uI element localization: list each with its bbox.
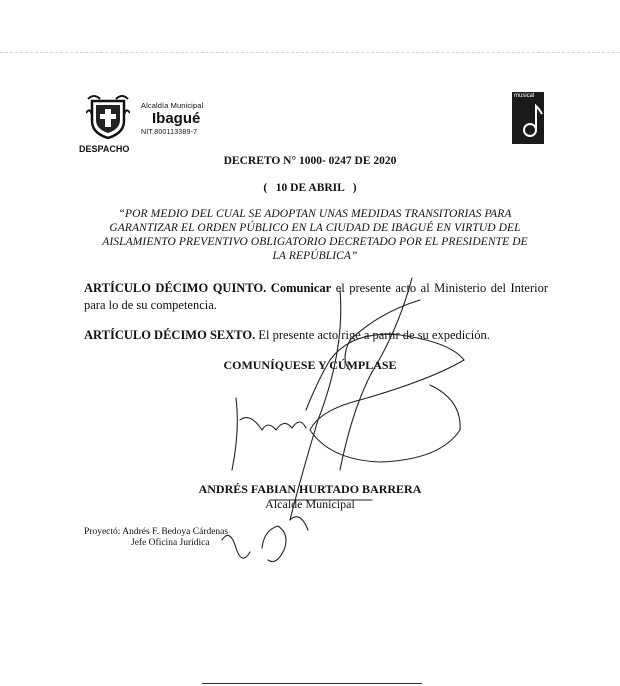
article-keyword: Comunicar [270, 281, 332, 295]
coat-of-arms-icon [86, 93, 130, 139]
top-divider [0, 52, 620, 53]
signatory-name: ANDRÉS FABIAN HURTADO BARRERA [198, 482, 422, 496]
decree-number: DECRETO N° 1000- 0247 DE 2020 [223, 155, 397, 167]
nit-number: NIT.800113389-7 [141, 129, 198, 136]
office-label: DESPACHO [79, 144, 130, 154]
city-name: Ibagué [152, 110, 201, 127]
article-heading: ARTÍCULO DÉCIMO SEXTO. [84, 328, 256, 342]
article-text: el presente acto al Ministerio del Interior para lo de su competencia. [84, 281, 549, 312]
music-note-icon [512, 92, 544, 144]
article-heading: ARTÍCULO DÉCIMO QUINTO. [84, 281, 267, 295]
article-text: El presente acto rige a partir de su expedición. [255, 328, 490, 342]
article-sixteenth [84, 327, 548, 344]
project-author: Proyectó: Andrés F. Bedoya Cárdenas [84, 527, 229, 537]
signatory-role: Alcalde Municipal [265, 497, 355, 511]
project-author-role: Jefe Oficina Jurídica [131, 538, 210, 548]
org-name: Alcaldía Municipal [141, 101, 204, 110]
badge-text: musical [514, 93, 535, 99]
article-fifteenth [84, 280, 548, 314]
decree-date: ( 10 DE ABRIL ) [263, 182, 357, 194]
music-badge-logo [512, 92, 544, 144]
closing-formula: COMUNÍQUESE Y CÚMPLASE [223, 358, 397, 372]
bottom-divider [202, 683, 422, 684]
decree-lead: “POR MEDIO DEL CUAL SE ADOPTAN UNAS MEDIDAS TRANSITORIAS PARA GARANTIZAR EL ORDEN PÚBLICO EN LA CIUDAD DE IBAGUÉ EN VIRTUD DEL AISLAMIENTO PREVENTIVO OBLIGATORIO DECRETADO POR EL PRESIDENTE DE LA REPÚBLICA” [102, 208, 528, 262]
